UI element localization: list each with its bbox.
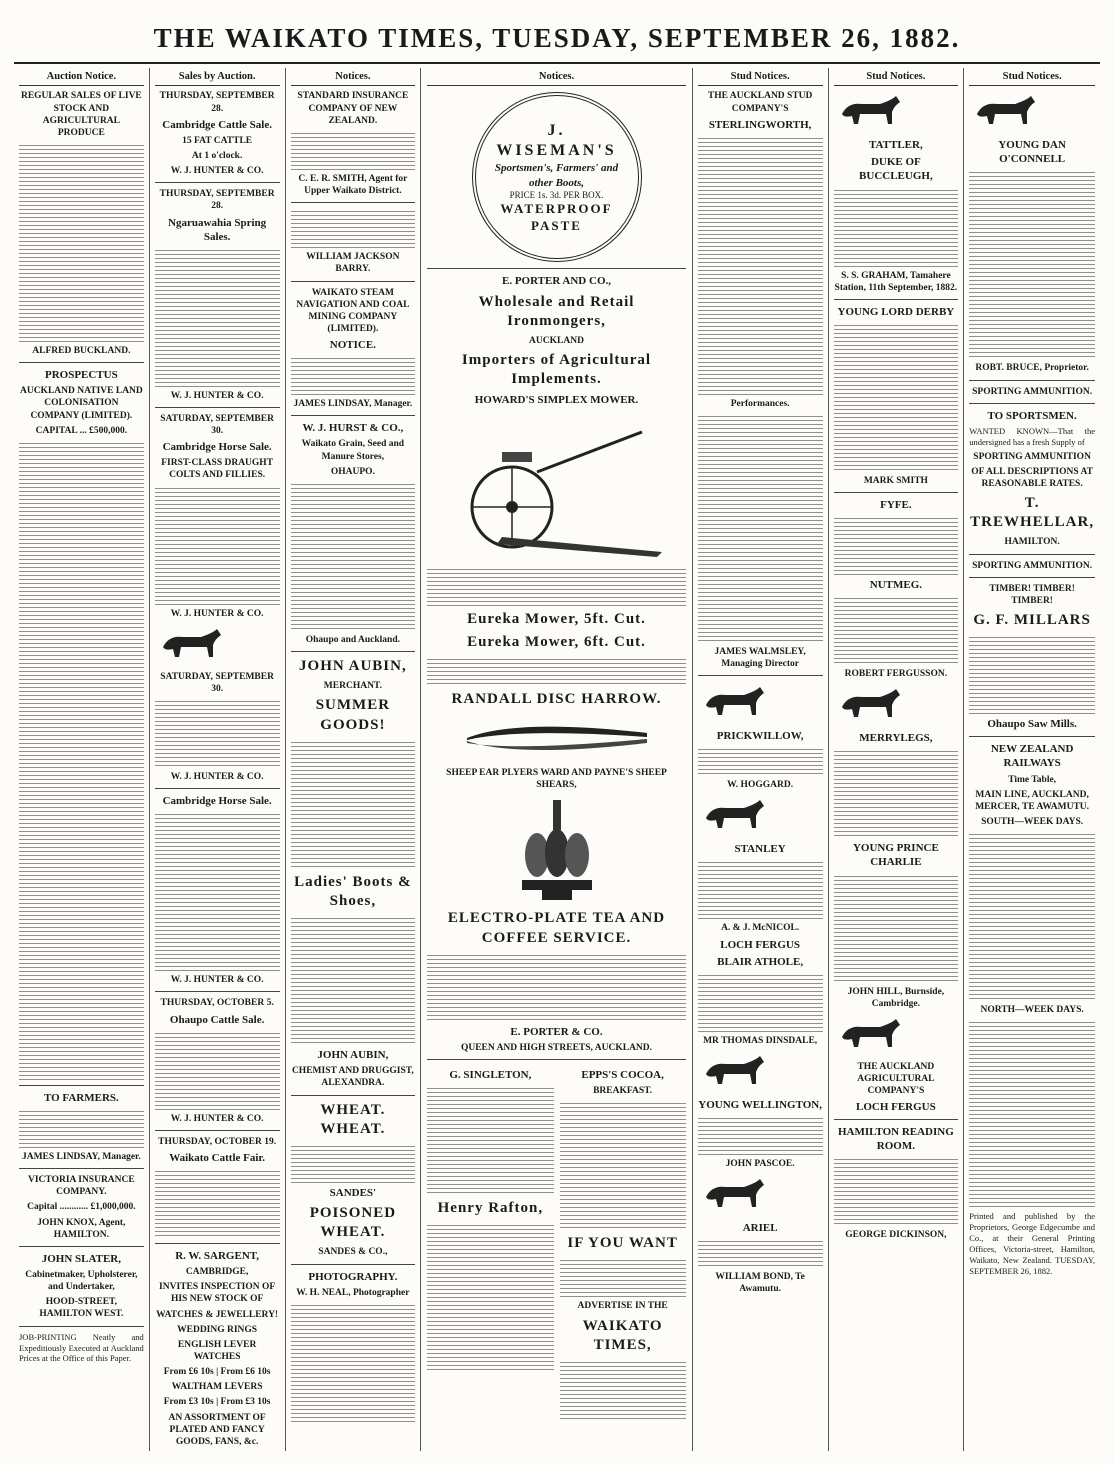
sale-title: Ohaupo Cattle Sale.: [169, 1013, 265, 1026]
victoria-capital: Capital ............ £1,000,000.: [27, 1202, 136, 1213]
sale-date: THURSDAY, SEPTEMBER 28.: [159, 91, 275, 114]
jackson: WILLIAM JACKSON BARRY.: [306, 252, 400, 275]
sporting-ammo: SPORTING AMMUNITION.: [972, 560, 1093, 571]
sale-title: Ngaruawahia Spring Sales.: [168, 216, 267, 243]
sandes: SANDES': [329, 1186, 377, 1199]
sporting-ammo: SPORTING AMMUNITION.: [972, 386, 1093, 397]
blair-athole: BLAIR ATHOLE,: [717, 955, 804, 968]
south-week: SOUTH—WEEK DAYS.: [981, 816, 1084, 827]
text-block: [155, 247, 280, 387]
text-block: [834, 595, 959, 665]
poisoned-wheat: POISONED WHEAT.: [309, 1205, 397, 1241]
text-block: [155, 811, 280, 971]
summer-goods: SUMMER GOODS!: [315, 697, 391, 733]
slater-sub: Cabinetmaker, Upholsterer, and Undertaker,: [25, 1270, 138, 1293]
column-notices: [286, 68, 422, 1451]
imprint: Printed and published by the Proprietors, George Edgecumbe and Co., at their General Printing Offices, Victoria-street, Hamilton, Waikato, New Zealand. TUESDAY, SEPTEMBER 26, 1882.: [969, 1211, 1095, 1276]
column-heading: Auction Notice.: [19, 70, 144, 86]
prospectus-sub: AUCKLAND NATIVE LAND COLONISATION COMPANY (LIMITED).: [19, 386, 143, 421]
sale-date: THURSDAY, SEPTEMBER 28.: [159, 189, 275, 212]
farmers-sign: JAMES LINDSAY, Manager.: [21, 1152, 141, 1162]
text-block: [155, 698, 280, 768]
young-dan-oconnell: YOUNG DAN O'CONNELL: [998, 139, 1066, 166]
young-lord-derby: YOUNG LORD DERBY: [837, 305, 955, 318]
auctioneer: W. J. HUNTER & CO.: [170, 166, 264, 177]
eureka-5ft: Eureka Mower, 5ft. Cut.: [467, 610, 646, 627]
text-block: [291, 1143, 416, 1183]
porter-name: E. PORTER AND CO.,: [501, 275, 611, 288]
sale-title: Waikato Cattle Fair.: [169, 1151, 266, 1164]
column-heading: Stud Notices.: [834, 70, 959, 86]
epps: EPPS'S COCOA,: [581, 1068, 664, 1081]
text-block: [698, 746, 823, 776]
text-block: [834, 515, 959, 575]
text-block: [698, 1238, 823, 1268]
randall-harrow: RANDALL DISC HARROW.: [451, 690, 662, 707]
wedding-rings: WEDDING RINGS: [177, 1324, 258, 1335]
photo-title: PHOTOGRAPHY.: [308, 1270, 398, 1283]
mcnicol: A. & J. McNICOL.: [721, 923, 800, 934]
nutmeg: NUTMEG.: [869, 579, 922, 592]
saw-mills: Ohaupo Saw Mills.: [987, 718, 1077, 731]
notice-heading: NOTICE.: [329, 339, 376, 352]
text-block: [560, 1257, 686, 1297]
sale-title: Cambridge Horse Sale.: [162, 795, 272, 808]
waikato-times: WAIKATO TIMES,: [582, 1317, 663, 1353]
loch-fergus: LOCH FERGUS: [720, 938, 800, 951]
sterlingworth: STERLINGWORTH,: [708, 118, 812, 131]
farmers-title: TO FARMERS.: [43, 1091, 119, 1104]
aubin-chemist: JOHN AUBIN,: [317, 1049, 389, 1062]
young-wellington: YOUNG WELLINGTON,: [698, 1098, 822, 1111]
text-block: [291, 481, 416, 631]
photo-sign: W. H. NEAL, Photographer: [296, 1287, 410, 1298]
job-printing: JOB-PRINTING Neatly and Expeditiously Executed at Auckland Prices at the Office of this Paper.: [19, 1331, 144, 1364]
text-block: [155, 1030, 280, 1110]
text-block: [155, 1168, 280, 1238]
column-heading: Sales by Auction.: [155, 70, 280, 86]
millars: G. F. MILLARS: [973, 612, 1091, 629]
fergusson: ROBERT FERGUSSON.: [844, 669, 948, 680]
text-block: [291, 208, 416, 248]
horse-illustration: [834, 1017, 908, 1051]
text-block: [698, 859, 823, 919]
to-sportsmen: TO SPORTSMEN.: [987, 409, 1077, 422]
text-block: [19, 440, 144, 1080]
signature: ALFRED BUCKLAND.: [32, 346, 131, 357]
pascoe: JOHN PASCOE.: [725, 1158, 795, 1169]
steam-title: WAIKATO STEAM NAVIGATION AND COAL MINING COMPANY (LIMITED).: [296, 287, 410, 334]
sale-title: Cambridge Cattle Sale.: [162, 118, 272, 131]
slater-address: HOOD-STREET, HAMILTON WEST.: [39, 1297, 124, 1320]
young-prince-charlie: YOUNG PRINCE CHARLIE: [852, 842, 939, 869]
column-heading: Notices.: [427, 70, 686, 86]
text-block: [291, 915, 416, 1045]
text-block: [560, 1359, 686, 1419]
text-block: [698, 972, 823, 1032]
capital-line: CAPITAL ... £500,000.: [35, 425, 128, 436]
bruce: ROBT. BRUCE, Proprietor.: [975, 363, 1089, 374]
price-line: From £6 10s | From £6 10s: [163, 1367, 271, 1378]
timetable: Time Table,: [1008, 774, 1057, 785]
text-block: [19, 142, 144, 342]
prickwillow: PRICKWILLOW,: [716, 730, 804, 743]
aubin-sub: MERCHANT.: [323, 681, 382, 692]
text-block: [427, 1085, 553, 1195]
auctioneer: W. J. HUNTER & CO.: [170, 390, 264, 401]
text-block: [291, 1302, 416, 1422]
railways: NEW ZEALAND RAILWAYS: [990, 743, 1074, 770]
seal-name: J. WISEMAN'S: [496, 121, 617, 159]
mower-illustration: [442, 412, 672, 562]
auctioneer: W. J. HUNTER & CO.: [170, 1113, 264, 1124]
auctioneer: W. J. HUNTER & CO.: [170, 771, 264, 782]
john-hill: JOHN HILL, Burnside, Cambridge.: [847, 986, 945, 1009]
advertise: ADVERTISE IN THE: [577, 1301, 668, 1312]
performances: Performances.: [730, 398, 790, 409]
if-you-want: IF YOU WANT: [567, 1235, 678, 1252]
waltham: WALTHAM LEVERS: [171, 1382, 263, 1393]
column-stud-notices-2: [829, 68, 965, 1451]
column-stud-notices-3: [964, 68, 1100, 1451]
sale-title: Cambridge Horse Sale.: [162, 441, 272, 454]
text-block: [698, 1115, 823, 1155]
auctioneer: W. J. HUNTER & CO.: [170, 975, 264, 986]
sargent-sub: INVITES INSPECTION OF HIS NEW STOCK OF: [159, 1282, 276, 1305]
sandes-co: SANDES & CO.,: [318, 1247, 388, 1258]
sale-time: At 1 o'clock.: [191, 150, 243, 161]
mark-smith: MARK SMITH: [863, 475, 928, 486]
column-heading: Notices.: [291, 70, 416, 86]
graham: S. S. GRAHAM, Tamahere Station, 11th September, 1882.: [834, 270, 958, 293]
reading-room: HAMILTON READING ROOM.: [837, 1126, 954, 1153]
rafton: Henry Rafton,: [437, 1200, 544, 1217]
prospectus-title: PROSPECTUS: [45, 369, 118, 382]
stanley: STANLEY: [734, 843, 786, 856]
sale-sub: FIRST-CLASS DRAUGHT COLTS AND FILLIES.: [161, 458, 274, 481]
merrylegs: MERRYLEGS,: [859, 732, 933, 745]
bond: WILLIAM BOND, Te Awamutu.: [715, 1271, 805, 1295]
singleton: G. SINGLETON,: [449, 1068, 532, 1081]
column-notices-center: [421, 68, 693, 1451]
stud-title: THE AUCKLAND STUD COMPANY'S: [707, 91, 813, 114]
steam-sign: JAMES LINDSAY, Manager.: [293, 399, 413, 410]
wheat-title: WHEAT. WHEAT.: [320, 1101, 386, 1137]
text-block: [560, 1100, 686, 1230]
north-week: NORTH—WEEK DAYS.: [980, 1005, 1084, 1016]
slater-name: JOHN SLATER,: [41, 1252, 121, 1265]
lower-left: [427, 1065, 553, 1419]
price-line: From £3 10s | From £3 10s: [163, 1397, 271, 1408]
sale-date: SATURDAY, SEPTEMBER 30.: [160, 671, 274, 694]
porter-corner: QUEEN AND HIGH STREETS, AUCKLAND.: [460, 1042, 653, 1053]
porter-sign: E. PORTER & CO.: [510, 1025, 603, 1038]
horse-illustration: [698, 1177, 772, 1211]
sale-date: THURSDAY, OCTOBER 5.: [160, 998, 274, 1009]
text-block: [19, 1108, 144, 1148]
timetable-north: [969, 1019, 1095, 1209]
loch-fergus-2: LOCH FERGUS: [855, 1101, 936, 1114]
trew-place: HAMILTON.: [1004, 537, 1060, 548]
auckland: AUCKLAND: [529, 335, 584, 346]
horse-illustration: [969, 94, 1043, 128]
seal-price: PRICE 1s. 3d. PER BOX.: [509, 189, 604, 200]
hurst-name: W. J. HURST & CO.,: [302, 422, 404, 435]
dinsdale: MR THOMAS DINSDALE,: [703, 1035, 818, 1046]
text-block: [291, 355, 416, 395]
wanted-known: WANTED KNOWN—That the undersigned has a fresh Supply of: [969, 425, 1095, 447]
text-block: [834, 187, 959, 267]
aubin-name: JOHN AUBIN,: [299, 658, 407, 675]
standard-sign: C. E. R. SMITH, Agent for Upper Waikato District.: [298, 173, 408, 197]
seal-paste: WATERPROOF PASTE: [500, 201, 613, 233]
rates: OF ALL DESCRIPTIONS AT REASONABLE RATES.: [971, 466, 1093, 489]
masthead: [14, 14, 1100, 64]
howard-mower: HOWARD'S SIMPLEX MOWER.: [474, 394, 639, 407]
hurst-place: OHAUPO.: [330, 466, 375, 477]
column-sales-by-auction: [150, 68, 286, 1451]
text-block: [427, 952, 686, 1022]
text-block: [834, 748, 959, 838]
victoria-agent: JOHN KNOX, Agent, HAMILTON.: [37, 1217, 126, 1240]
column-auction-notice: [14, 68, 150, 1451]
ammo-title: SPORTING AMMUNITION: [973, 451, 1091, 462]
horse-illustration: [698, 1054, 772, 1088]
text-block: [969, 634, 1095, 714]
horse-illustration: [698, 685, 772, 719]
watches: WATCHES & JEWELLERY!: [156, 1309, 279, 1320]
timber: TIMBER! TIMBER! TIMBER!: [989, 583, 1075, 606]
sargent-place: CAMBRIDGE,: [185, 1267, 249, 1278]
text-block: [834, 1156, 959, 1226]
electro-plate: ELECTRO-PLATE TEA AND COFFEE SERVICE.: [447, 910, 666, 946]
text-block: [427, 1222, 553, 1372]
column-heading: Stud Notices.: [969, 70, 1095, 86]
text-block: [834, 322, 959, 472]
notice-title: REGULAR SALES OF LIVE STOCK AND AGRICULTURAL PRODUCE: [20, 91, 142, 138]
horse-illustration: [834, 687, 908, 721]
text-block: [427, 566, 686, 606]
dickinson: GEORGE DICKINSON,: [845, 1230, 947, 1241]
text-block: [291, 739, 416, 869]
lower-right: [560, 1065, 686, 1419]
auctioneer: W. J. HUNTER & CO.: [170, 608, 264, 619]
importers: Importers of Agricultural Implements.: [461, 352, 652, 388]
victoria-title: VICTORIA INSURANCE COMPANY.: [28, 1175, 135, 1198]
text-block: [698, 135, 823, 395]
text-block: [698, 413, 823, 643]
sargent-name: R. W. SARGENT,: [175, 1249, 260, 1262]
agricultural-company: THE AUCKLAND AGRICULTURAL COMPANY'S: [857, 1061, 935, 1097]
sale-item: 15 FAT CATTLE: [182, 135, 253, 146]
porter-sub: Wholesale and Retail Ironmongers,: [478, 293, 635, 329]
fyfe: FYFE.: [880, 499, 912, 512]
aubin-chemist-sub: CHEMIST AND DRUGGIST, ALEXANDRA.: [291, 1066, 414, 1089]
ariel: ARIEL: [742, 1221, 778, 1234]
lower-two-col: [427, 1065, 686, 1419]
standard-title: STANDARD INSURANCE COMPANY OF NEW ZEALAND.: [297, 91, 409, 126]
page-columns: [14, 68, 1100, 1451]
text-block: [291, 130, 416, 170]
trewhellar: T. TREWHELLAR,: [970, 495, 1095, 531]
main-line: MAIN LINE, AUCKLAND, MERCER, TE AWAMUTU.: [975, 789, 1090, 812]
seal-boots: Sportsmen's, Farmers' and other Boots,: [494, 162, 619, 189]
sale-date: SATURDAY, SEPTEMBER 30.: [160, 413, 274, 437]
text-block: [834, 873, 959, 983]
sale-date: THURSDAY, OCTOBER 19.: [158, 1136, 277, 1147]
assortment: AN ASSORTMENT OF PLATED AND FANCY GOODS, FANS, &c.: [168, 1412, 266, 1447]
cruet-illustration: [507, 795, 607, 905]
horse-illustration: [834, 94, 908, 128]
masthead-title: THE WAIKATO TIMES, TUESDAY, SEPTEMBER 26, 1882.: [153, 22, 961, 53]
english-lever: ENGLISH LEVER WATCHES: [177, 1339, 257, 1362]
text-block: [155, 485, 280, 605]
column-heading: Stud Notices.: [698, 70, 823, 86]
epps-sub: BREAKFAST.: [593, 1086, 653, 1097]
hoggard: W. HOGGARD.: [727, 780, 794, 791]
horse-illustration: [155, 627, 229, 661]
ladies-boots: Ladies' Boots & Shoes,: [294, 873, 412, 909]
hurst-sub: Waikato Grain, Seed and Manure Stores,: [301, 439, 405, 462]
tattler: TATTLER,: [869, 139, 923, 152]
column-stud-notices-1: [693, 68, 829, 1451]
shears-title: SHEEP EAR PLYERS WARD AND PAYNE'S SHEEP SHEARS,: [446, 768, 667, 791]
shears-illustration: [457, 713, 657, 763]
timetable-south: [969, 831, 1095, 1001]
hurst-foot: Ohaupo and Auckland.: [305, 634, 400, 645]
text-block: [969, 169, 1095, 359]
walmsley: JAMES WALMSLEY, Managing Director: [714, 646, 806, 670]
wiseman-seal: [472, 92, 642, 262]
text-block: [427, 656, 686, 686]
horse-illustration: [698, 798, 772, 832]
eureka-6ft: Eureka Mower, 6ft. Cut.: [467, 633, 646, 650]
buccleugh: DUKE OF BUCCLEUGH,: [859, 156, 933, 183]
